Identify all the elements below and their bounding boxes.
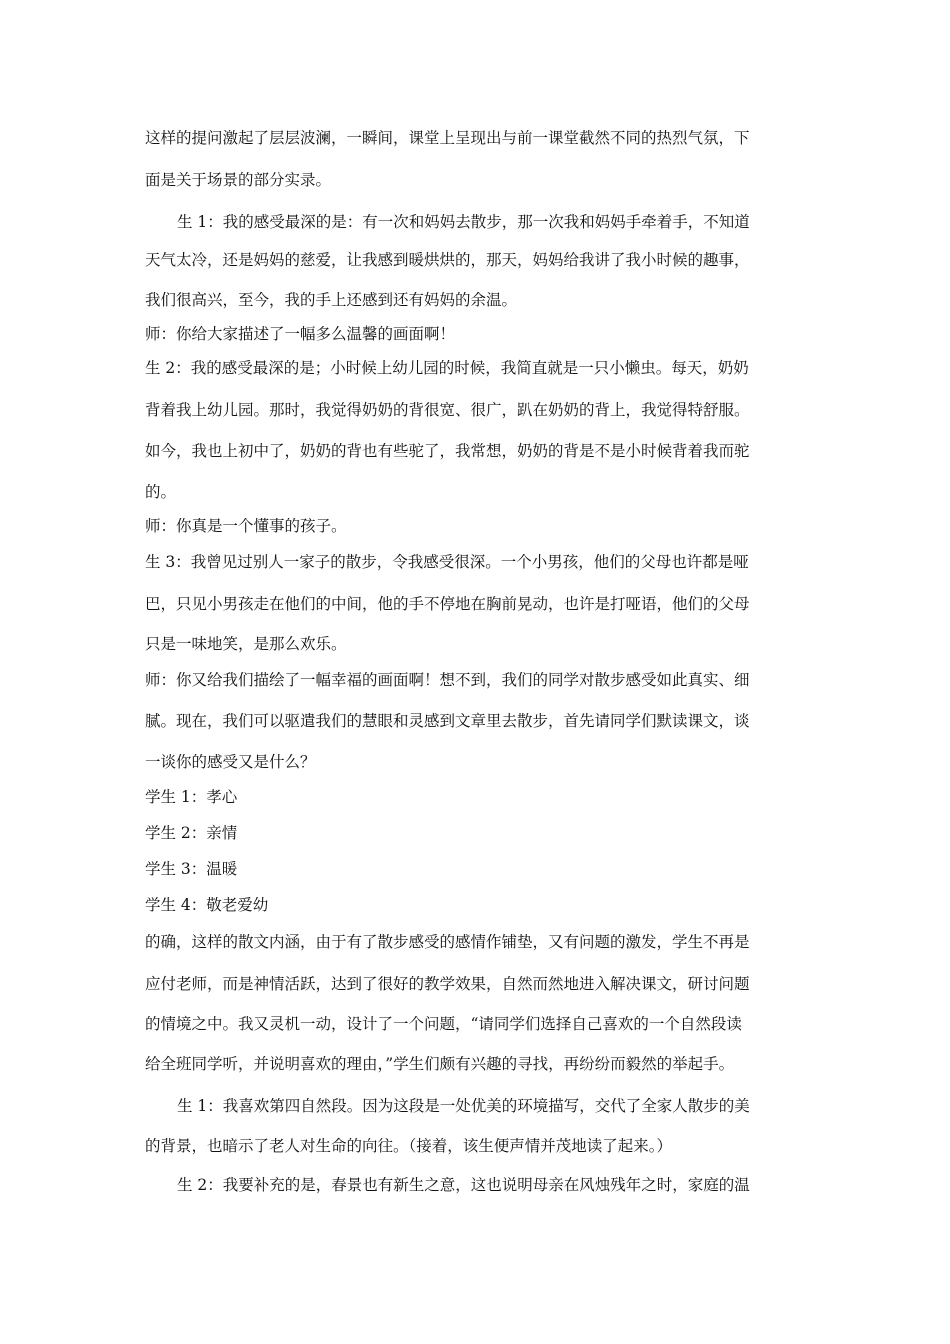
text-line: 的确，这样的散文内涵，由于有了散步感受的感情作铺垫，又有问题的激发，学生不再是 [145,933,750,951]
text-line: 学生 4：敬老爱幼 [145,896,269,914]
text-line: 只是一味地笑，是那么欢乐。 [145,635,347,653]
text-line: 一谈你的感受又是什么？ [145,753,316,771]
text-line: 生 2：我的感受最深的是；小时候上幼儿园的时候，我简直就是一只小懒虫。每天，奶奶 [145,359,749,377]
text-line: 生 1：我的感受最深的是：有一次和妈妈去散步，那一次我和妈妈手牵着手，不知道 [177,213,750,231]
text-line: 师：你真是一个懂事的孩子。 [145,517,347,535]
text-line: 生 1：我喜欢第四自然段。因为这段是一处优美的环境描写，交代了全家人散步的美 [177,1097,750,1115]
text-line: 背着我上幼儿园。那时，我觉得奶奶的背很宽、很广，趴在奶奶的背上，我觉得特舒服。 [145,401,750,419]
text-line: 天气太冷，还是妈妈的慈爱，让我感到暖烘烘的，那天，妈妈给我讲了我小时候的趣事， [145,251,750,269]
text-line: 生 3：我曾见过别人一家子的散步，令我感受很深。一个小男孩，他们的父母也许都是哑 [145,553,749,571]
text-line: 如今，我也上初中了，奶奶的背也有些驼了，我常想，奶奶的背是不是小时候背着我而驼 [145,442,750,460]
text-line: 腻。现在，我们可以驱遣我们的慧眼和灵感到文章里去散步，首先请同学们默读课文，谈 [145,712,750,730]
text-line: 学生 1：孝心 [145,788,238,806]
text-line: 生 2：我要补充的是，春景也有新生之意，这也说明母亲在风烛残年之时，家庭的温 [177,1176,750,1194]
text-line: 学生 3：温暖 [145,860,238,878]
text-line: 的。 [145,483,177,501]
text-line: 师：你给大家描述了一幅多么温馨的画面啊！ [145,325,456,343]
text-line: 师：你又给我们描绘了一幅幸福的画面啊！想不到，我们的同学对散步感受如此真实、细 [145,671,750,689]
text-line: 应付老师，而是神情活跃，达到了很好的教学效果，自然而然地进入解决课文，研讨问题 [145,975,750,993]
text-line: 这样的提问激起了层层波澜，一瞬间，课堂上呈现出与前一课堂截然不同的热烈气氛，下 [145,129,750,147]
text-line: 我们很高兴，至今，我的手上还感到还有妈妈的余温。 [145,291,518,309]
text-line: 的背景，也暗示了老人对生命的向往。（接着，该生便声情并茂地读了起来。） [145,1137,673,1155]
text-line: 给全班同学听，并说明喜欢的理由，”学生们颇有兴趣的寻找，再纷纷而毅然的举起手。 [145,1055,735,1073]
text-line: 面是关于场景的部分实录。 [145,171,332,189]
text-line: 的情境之中。我又灵机一动，设计了一个问题，“请同学们选择自己喜欢的一个自然段读 [145,1015,742,1033]
text-line: 学生 2：亲情 [145,824,238,842]
text-line: 巴，只见小男孩走在他们的中间，他的手不停地在胸前晃动，也许是打哑语，他们的父母 [145,595,750,613]
